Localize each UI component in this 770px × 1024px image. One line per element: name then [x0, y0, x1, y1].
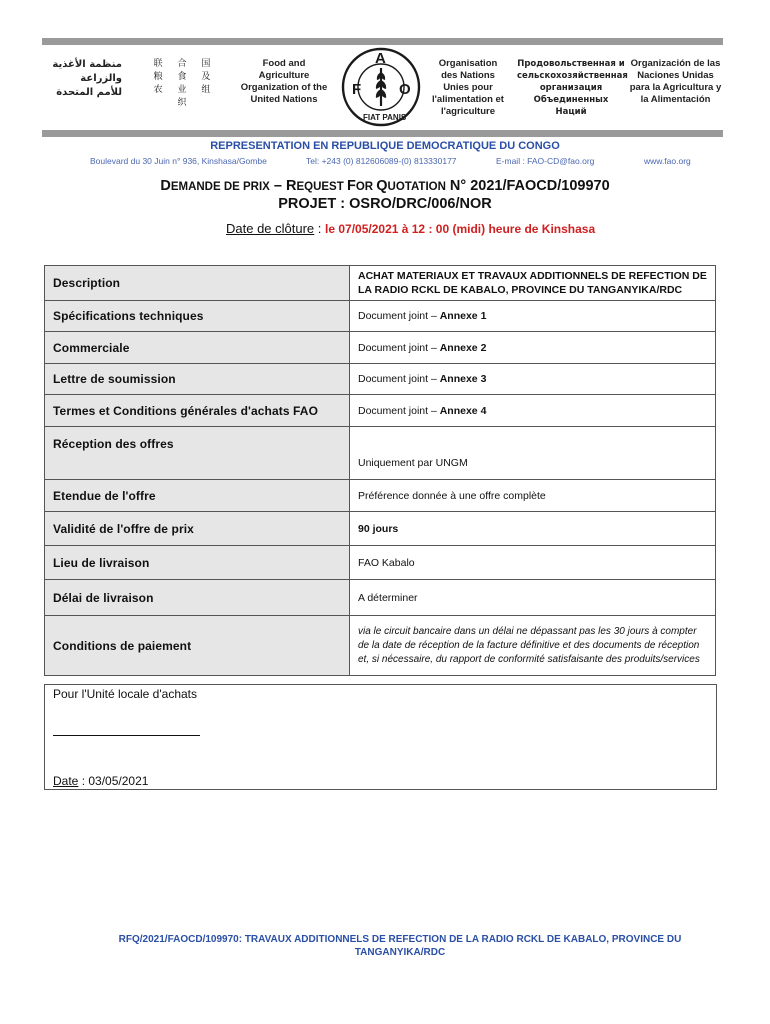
- closing-date-label: Date de clôture: [226, 221, 315, 236]
- title-part: D: [160, 178, 171, 194]
- title-part: R: [285, 178, 297, 194]
- table-row: [45, 395, 716, 427]
- logo-letter-a: A: [375, 50, 386, 67]
- table-row: [45, 364, 716, 395]
- row-key: Conditions de paiement: [45, 616, 350, 676]
- annex-link: Annexe 2: [439, 341, 487, 354]
- row-value: [350, 301, 716, 332]
- representation-website[interactable]: www.fao.org: [644, 156, 691, 166]
- header-chinese-name: 联 合 国 粮 食 及 农 业 组 织: [153, 59, 217, 108]
- representation-address: Boulevard du 30 Juin n° 936, Kinshasa/Gombe: [90, 156, 267, 166]
- header-spanish-name: Organización de las Naciones Unidas para la Agricultura y la Alimentación: [629, 58, 722, 105]
- signature-line: [53, 735, 200, 736]
- row-key: Délai de livraison: [45, 580, 350, 616]
- row-value: Uniquement par UNGM: [350, 427, 716, 480]
- header-arabic-name: منظمة الأغذية والزراعة للأمم المتحدة: [52, 59, 122, 98]
- table-row: [45, 580, 716, 616]
- table-row: [45, 332, 716, 364]
- closing-date-separator: :: [314, 221, 326, 236]
- table-row: [45, 546, 716, 580]
- row-value: ACHAT MATERIAUX ET TRAVAUX ADDITIONNELS DE REFECTION DE LA RADIO RCKL DE KABALO, PROVINCE DU TANGANYIKA/RDC: [350, 266, 716, 301]
- annex-prefix: Document joint –: [358, 404, 440, 417]
- annex-link: Annexe 4: [439, 404, 487, 417]
- title-part: Q: [376, 178, 388, 194]
- title-part: UOTATION: [387, 181, 446, 193]
- header-english-name: Food and Agriculture Organization of the United Nations: [240, 58, 328, 105]
- table-row: [45, 301, 716, 332]
- signature-date-label: Date: [53, 774, 79, 788]
- title-part: F: [346, 178, 356, 194]
- table-row: [45, 427, 716, 480]
- row-value: via le circuit bancaire dans un délai ne dépassant pas les 30 jours à compter de la date de réception de la facture définitive et des documents de réception et, si nécessaire, du rapport de conformité satisfaisante des produits/services: [350, 616, 716, 676]
- closing-date: [226, 221, 595, 236]
- header-top-rule: [42, 38, 723, 45]
- signature-date: [53, 774, 148, 788]
- row-value: [350, 395, 716, 427]
- closing-date-value: le 07/05/2021 à 12 : 00 (midi) heure de Kinshasa: [325, 222, 596, 236]
- row-key: Commerciale: [45, 332, 350, 364]
- fao-logo: [341, 46, 421, 128]
- project-code: PROJET : OSRO/DRC/006/NOR: [278, 196, 492, 212]
- row-key: Termes et Conditions générales d'achats FAO: [45, 395, 350, 427]
- annex-link: Annexe 3: [439, 373, 487, 385]
- row-value: [350, 364, 716, 395]
- representation-title: REPRESENTATION EN REPUBLIQUE DEMOCRATIQUE DU CONGO: [210, 140, 560, 152]
- row-value: A déterminer: [350, 580, 716, 616]
- logo-letter-o: O: [399, 81, 411, 98]
- document-title: [0, 178, 770, 194]
- row-value: [350, 332, 716, 364]
- title-part: EMANDE DE PRIX: [170, 181, 270, 193]
- logo-letter-f: F: [352, 81, 362, 98]
- row-key: Lieu de livraison: [45, 546, 350, 580]
- annex-prefix: Document joint –: [358, 341, 440, 354]
- row-key: Validité de l'offre de prix: [45, 512, 350, 546]
- signature-date-value: : 03/05/2021: [78, 774, 149, 788]
- row-key: Spécifications techniques: [45, 301, 350, 332]
- annex-prefix: Document joint –: [358, 310, 440, 322]
- annex-link: Annexe 1: [439, 310, 487, 322]
- title-part: EQUEST: [296, 181, 347, 193]
- logo-motto: FIAT PANIS: [363, 113, 407, 122]
- title-number: N° 2021/FAOCD/109970: [445, 178, 610, 194]
- footer-reference: RFQ/2021/FAOCD/109970: TRAVAUX ADDITIONNELS DE REFECTION DE LA RADIO RCKL DE KABALO, PROVINCE DU TANGANYIKA/RDC: [118, 934, 682, 958]
- row-value: FAO Kabalo: [350, 546, 716, 580]
- row-value: 90 jours: [350, 512, 716, 546]
- title-part: –: [269, 178, 286, 194]
- header-french-name: Organisation des Nations Unies pour l'alimentation et l'agriculture: [432, 58, 504, 117]
- row-key: Lettre de soumission: [45, 364, 350, 395]
- table-row: [45, 512, 716, 546]
- signature-box: [44, 684, 717, 790]
- table-row: [45, 480, 716, 512]
- row-key: Réception des offres: [45, 427, 350, 480]
- representation-email[interactable]: E-mail : FAO-CD@fao.org: [496, 156, 595, 166]
- header-bottom-rule: [42, 130, 723, 137]
- annex-prefix: Document joint –: [358, 373, 440, 385]
- table-row: [45, 616, 716, 676]
- specifications-table: [44, 265, 716, 676]
- title-part: OR: [355, 181, 377, 193]
- signature-label: Pour l'Unité locale d'achats: [53, 687, 197, 701]
- row-value: Préférence donnée à une offre complète: [350, 480, 716, 512]
- row-key: Description: [45, 266, 350, 301]
- header-russian-name: Продовольственная и сельскохозяйственная организация Объединенных Наций: [517, 59, 628, 117]
- row-key: Etendue de l'offre: [45, 480, 350, 512]
- table-row: [45, 266, 716, 301]
- representation-tel: Tel: +243 (0) 812606089-(0) 813330177: [306, 156, 457, 166]
